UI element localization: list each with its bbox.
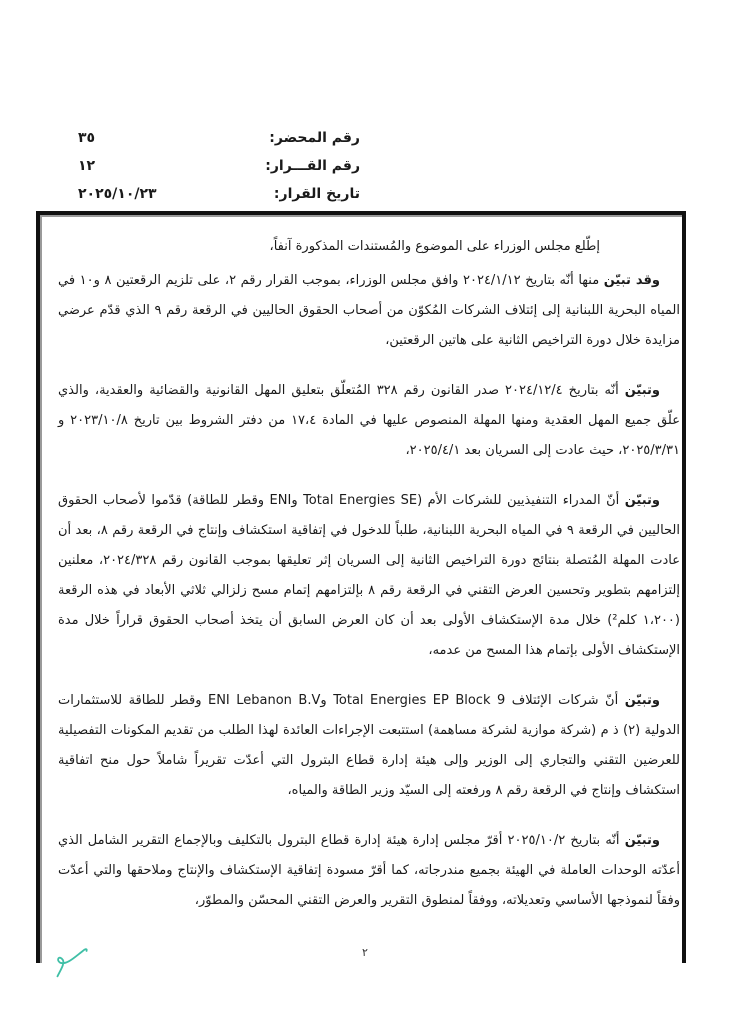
paragraph-text: أنّه بتاريخ ٢٠٢٤/١٢/٤ صدر القانون رقم ٣٢٨ المُتعلّق بتعليق المهل القانونية والقضائية والعقدية، والذي علّق جميع المهل العقدية ومنها المهلة المنصوص عليها في المادة ١٧،٤ من دفتر الشروط بين تاريخ ٢٠٢٣/١٠/٨ و ٢٠٢٥/٣/٣١، حيث عادت إلى السريان بعد ٢٠٢٥/٤/١، bbox=[58, 383, 680, 458]
finding-paragraph-1 bbox=[58, 266, 680, 356]
minutes-number-row bbox=[70, 124, 360, 152]
page-number: ٢ bbox=[362, 946, 368, 959]
decision-metadata bbox=[70, 124, 360, 208]
intro-paragraph: إطّلع مجلس الوزراء على الموضوع والمُستندات المذكورة آنفاً، bbox=[269, 239, 600, 254]
decision-number-value: ١٢ bbox=[78, 158, 96, 174]
minutes-number-value: ٣٥ bbox=[78, 130, 96, 146]
finding-paragraph-3 bbox=[58, 486, 680, 666]
paragraph-lead: وتبيّن bbox=[624, 833, 660, 848]
decision-number-row bbox=[70, 152, 360, 180]
paragraph-text: أنّ شركات الإئتلاف Total Energies EP Block 9 وENI Lebanon B.V وقطر للطاقة للاستثمارات الدولية (٢) ذ م (شركة موازية لشركة مساهمة) استتبعت الإجراءات العائدة لهذا الطلب من تقديم المكونات التفصيلية للعرضين التقني والتجاري إلى الوزير وإلى هيئة إدارة قطاع البترول التي أعدّت تقريراً شاملاً حول منح اتفاقية استكشاف وإنتاج في الرقعة رقم ٨ ورفعته إلى السيّد وزير الطاقة والمياه، bbox=[58, 693, 680, 798]
decision-body bbox=[58, 232, 680, 936]
decision-date-row bbox=[70, 180, 360, 208]
paragraph-lead: وقد تبيّن bbox=[603, 273, 660, 288]
minutes-number-label: رقم المحضر: bbox=[269, 130, 360, 146]
decision-number-label: رقم القـــرار: bbox=[265, 158, 360, 174]
decision-date-value: ٢٠٢٥/١٠/٢٣ bbox=[78, 186, 157, 202]
finding-paragraph-2 bbox=[58, 376, 680, 466]
finding-paragraph-4 bbox=[58, 686, 680, 806]
paragraph-lead: وتبيّن bbox=[624, 493, 660, 508]
paragraph-text: منها أنّه بتاريخ ٢٠٢٤/١/١٢ وافق مجلس الوزراء، بموجب القرار رقم ٢، على تلزيم الرقعتين ٨ و١٠ في المياه البحرية اللبنانية إلى إئتلاف الشركات المُكوّن من أصحاب الحقوق الحاليين في الرقعة رقم ٩ الذي قدّم عرضي مزايدة خلال دورة التراخيص الثانية على هاتين الرقعتين، bbox=[58, 273, 681, 348]
paragraph-lead: وتبيّن bbox=[624, 383, 660, 398]
paragraph-text: أنّه بتاريخ ٢٠٢٥/١٠/٢ أقرّ مجلس إدارة هيئة إدارة قطاع البترول بالتكليف وبالإجماع التقرير الشامل الذي أعدّته الوحدات العاملة في الهيئة بجميع مندرجاته، كما أقرّ مسودة إتفاقية الإستكشاف والإنتاج وملاحقها والتي أعدّت وفقاً لنموذجها الأساسي وتعديلاته، ووفقاً لمنطوق التقرير والعرض التقني المحسّن والمطوّر، bbox=[58, 833, 680, 908]
decision-date-label: تاريخ القرار: bbox=[273, 186, 360, 202]
paragraph-text: أنّ المدراء التنفيذيين للشركات الأم (Total Energies SE وENI وقطر للطاقة) قدّموا لأصحاب الحقوق الحاليين في الرقعة ٩ في المياه البحرية اللبنانية، طلباً للدخول في إتفاقية استكشاف وإنتاج في الرقعة رقم ٨، بعد أن عادت المهلة المُتصلة بنتائج دورة التراخيص الثانية إلى السريان إثر تعليقها بموجب القانون رقم ٢٠٢٤/٣٢٨، معلنين إلتزامهم بتطوير وتحسين العرض التقني في الرقعة رقم ٨ بإلتزامهم إتمام مسح زلزالي ثلاثي الأبعاد في هذه الرقعة (١،٢٠٠ كلم²) خلال مدة الإستكشاف الأولى بعد أن كان العرض السابق أن يتخذ أصحاب الحقوق قراراً خلال مدة الإستكشاف الأولى بإتمام هذا المسح من عدمه، bbox=[58, 493, 680, 658]
finding-paragraph-5 bbox=[58, 826, 680, 916]
paragraph-lead: وتبيّن bbox=[624, 693, 660, 708]
